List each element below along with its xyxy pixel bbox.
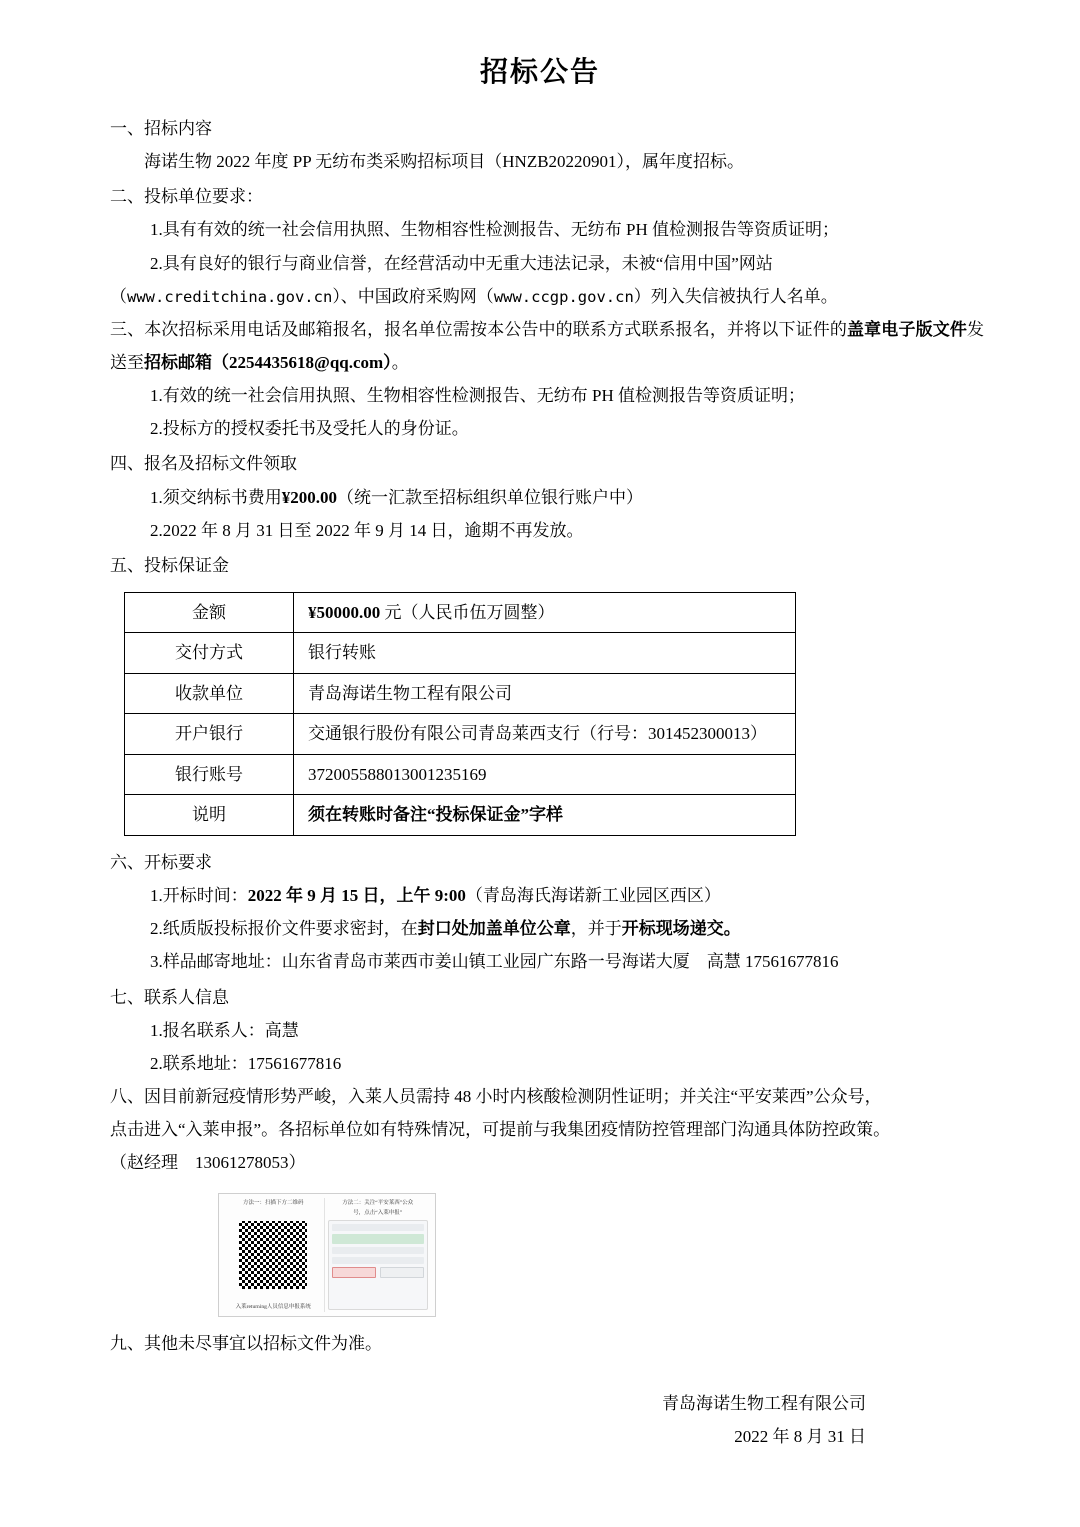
deposit-key-payee: 收款单位: [125, 673, 294, 714]
section-6-item-1-pre: 1.开标时间：: [150, 886, 248, 906]
deposit-amount-text: 元（人民币伍万圆整）: [380, 602, 555, 622]
deposit-key-note: 说明: [125, 795, 294, 836]
page-title: 招标公告: [479, 55, 600, 88]
section-2-item-2-cont: [96, 280, 984, 313]
deposit-value-note: 须在转账时备注“投标保证金”字样: [294, 795, 796, 836]
deposit-value-bank: 交通银行股份有限公司青岛莱西支行（行号：301452300013）: [294, 714, 796, 755]
paren-open: （: [110, 286, 127, 306]
deposit-key-amount: 金额: [125, 592, 294, 633]
table-row: [125, 754, 796, 795]
section-heading-9: 九、其他未尽事宜以招标文件为准。: [110, 1334, 382, 1354]
section-heading-7: 七、联系人信息: [110, 987, 229, 1007]
seal-requirement: 封口处加盖单位公章: [417, 919, 571, 939]
section-heading-4: 四、报名及招标文件领取: [110, 454, 297, 474]
ccgp-url: www.ccgp.gov.cn: [493, 287, 634, 306]
table-row: [125, 795, 796, 836]
section-7-item-2: 2.联系地址：17561677816: [150, 1053, 342, 1073]
section-3-item-2: 2.投标方的授权委托书及受托人的身份证。: [150, 419, 469, 439]
deposit-key-bank: 开户银行: [125, 714, 294, 755]
section-8-line-3: （赵经理 13061278053）: [110, 1153, 306, 1173]
qr-code-icon: [239, 1221, 307, 1289]
deposit-value-amount: [294, 592, 796, 633]
section-4-item-1-post: （统一汇款至招标组织单位银行账户中）: [337, 487, 643, 507]
section-6-item-1: [96, 879, 984, 912]
section-heading-3: [96, 313, 984, 379]
section-6-item-2-mid: ，并于: [570, 919, 622, 939]
item2-tail: ）列入失信被执行人名单。: [633, 286, 838, 306]
url-separator: ）、中国政府采购网（: [332, 286, 494, 306]
signature-company: 青岛海诺生物工程有限公司: [662, 1393, 866, 1413]
onsite-submission: 开标现场递交。: [621, 919, 741, 939]
section-4-item-2: 2.2022 年 8 月 31 日至 2022 年 9 月 14 日，逾期不再发放。: [150, 520, 584, 540]
mock-button-row: [332, 1267, 425, 1278]
section-6-item-3: 3.样品邮寄地址：山东省青岛市莱西市姜山镇工业园广东路一号海诺大厦 高慧 17561677816: [150, 952, 839, 972]
section-6-item-2-pre: 2.纸质版投标报价文件要求密封，在: [150, 919, 418, 939]
section-6-item-2: [96, 912, 984, 945]
qr-right-caption-2: 号，点击“入莱申报”: [353, 1210, 403, 1217]
section-heading-5: 五、投标保证金: [110, 555, 229, 575]
deposit-table: [124, 592, 796, 836]
bid-email: 招标邮箱（2254435618@qq.com）: [144, 352, 392, 372]
section-8-line-2: 点击进入“入莱申报”。各招标单位如有特殊情况，可提前与我集团疫情防控管理部门沟通具体防控政策。: [110, 1120, 891, 1140]
section-7-item-1: 1.报名联系人：高慧: [150, 1020, 299, 1040]
mock-secondary-button: [380, 1267, 424, 1278]
section-2-item-1: 1.具有有效的统一社会信用执照、生物相容性检测报告、无纺布 PH 值检测报告等资质证明；: [150, 220, 839, 240]
section-4-item-1-pre: 1.须交纳标书费用: [150, 487, 282, 507]
qr-left-footer: 入莱returning人员信息申报系统: [235, 1303, 311, 1310]
table-row: [125, 714, 796, 755]
section-heading-1: 一、招标内容: [110, 119, 212, 138]
section-1-body: 海诺生物 2022 年度 PP 无纺布类采购招标项目（HNZB20220901），属年度招标。: [144, 152, 745, 172]
qr-screenshot: [218, 1193, 436, 1317]
mock-entry-button: [332, 1267, 376, 1278]
deposit-value-method: 银行转账: [294, 633, 796, 674]
mock-account-header: [332, 1234, 425, 1244]
table-row: [125, 633, 796, 674]
wechat-phone-mockup: [328, 1220, 429, 1310]
qr-image-block: [218, 1193, 984, 1317]
section-4-item-1: [96, 481, 984, 514]
section-heading-6: 六、开标要求: [110, 852, 212, 872]
section-3-item-1: 1.有效的统一社会信用执照、生物相容性检测报告、无纺布 PH 值检测报告等资质证明；: [150, 386, 805, 406]
section-3-text-1: 三、本次招标采用电话及邮箱报名，报名单位需按本公告中的联系方式联系报名，并将以下证件的: [110, 319, 848, 339]
qr-left-caption: 方法一：扫描下方二维码: [242, 1200, 304, 1207]
deposit-value-account: 372005588013001235169: [294, 754, 796, 795]
bid-open-time: 2022 年 9 月 15 日，上午 9:00: [247, 886, 466, 906]
tender-fee-amount: ¥200.00: [281, 487, 337, 507]
deposit-key-method: 交付方式: [125, 633, 294, 674]
signature-date: 2022 年 8 月 31 日: [734, 1426, 866, 1446]
qr-right-caption-1: 方法二：关注“平安莱西”公众: [342, 1200, 414, 1207]
section-3-text-2: 发送至: [110, 319, 985, 372]
qr-left-panel: [223, 1198, 324, 1312]
mock-content-row: [332, 1257, 425, 1264]
qr-right-panel: [324, 1198, 432, 1312]
section-heading-2: 二、投标单位要求：: [110, 187, 263, 207]
deposit-amount-bold: ¥50000.00: [308, 602, 381, 622]
table-row: [125, 673, 796, 714]
creditchina-url: www.creditchina.gov.cn: [127, 287, 333, 306]
mock-content-row: [332, 1247, 425, 1254]
section-6-item-1-post: （青岛海氏海诺新工业园区西区）: [465, 886, 721, 906]
section-2-item-2: 2.具有良好的银行与商业信誉，在经营活动中无重大违法记录，未被“信用中国”网站: [150, 253, 773, 273]
section-3-text-3: 。: [391, 352, 409, 372]
section-8-line-1: 八、因目前新冠疫情形势严峻，入莱人员需持 48 小时内核酸检测阴性证明；并关注“平安莱西”公众号，: [110, 1086, 882, 1106]
deposit-key-account: 银行账号: [125, 754, 294, 795]
section-3-bold-1: 盖章电子版文件: [847, 319, 968, 339]
table-row: [125, 592, 796, 633]
signature-block: [96, 1387, 984, 1453]
mock-search-bar: [332, 1224, 425, 1231]
deposit-value-payee: 青岛海诺生物工程有限公司: [294, 673, 796, 714]
